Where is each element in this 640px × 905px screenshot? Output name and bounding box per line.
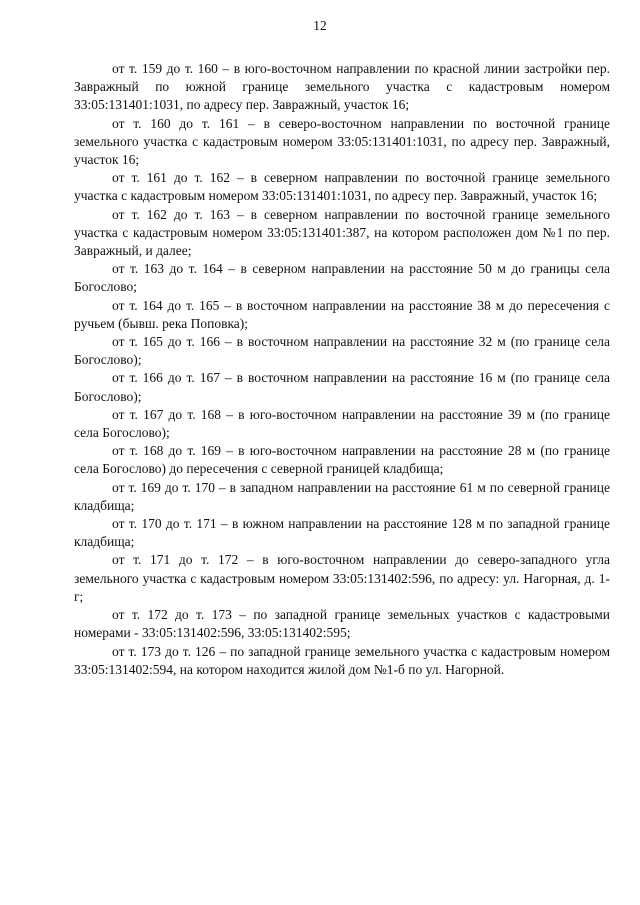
paragraph-segment-170-171: от т. 170 до т. 171 – в южном направлении на расстояние 128 м по западной границе кладбища;	[74, 516, 610, 550]
paragraph-segment-161-162: от т. 161 до т. 162 – в северном направлении по восточной границе земельного участка с кадастровым номером 33:05:131401:1031, по адресу пер. Завражный, участок 16;	[74, 170, 610, 204]
paragraph-segment-167-168: от т. 167 до т. 168 – в юго-восточном направлении на расстояние 39 м (по границе села Богослово);	[74, 406, 610, 441]
document-body	[74, 60, 610, 679]
paragraph-segment-165-166: от т. 165 до т. 166 – в восточном направлении на расстояние 32 м (по границе села Богослово);	[74, 334, 610, 368]
paragraph-segment-169-170: от т. 169 до т. 170 – в западном направлении на расстояние 61 м по северной границе кладбища;	[74, 479, 610, 513]
paragraph-segment-164-165: от т. 164 до т. 165 – в восточном направлении на расстояние 38 м до пересечения с ручьем (бывш. река Поповка);	[74, 297, 610, 331]
paragraph-segment-172-173: от т. 172 до т. 173 – по западной границе земельных участков с кадастровыми номерами - 33:05:131402:596, 33:05:131402:595;	[74, 607, 610, 641]
paragraph-segment-166-167: от т. 166 до т. 167 – в восточном направлении на расстояние 16 м (по границе села Богослово);	[74, 370, 610, 404]
paragraph-segment-163-164: от т. 163 до т. 164 – в северном направлении на расстояние 50 м до границы села Богослово;	[74, 261, 610, 295]
paragraph-segment-160-161: от т. 160 до т. 161 – в северо-восточном направлении по восточной границе земельного участка с кадастровым номером 33:05:131401:1031, по адресу пер. Завражный, участок 16;	[74, 115, 610, 168]
page-number: 12	[313, 18, 327, 33]
paragraph-segment-162-163: от т. 162 до т. 163 – в северном направлении по восточной границе земельного участка с кадастровым номером 33:05:131401:387, на котором расположен дом №1 по пер. Завражный, и далее;	[74, 206, 610, 259]
paragraph-segment-159-160: от т. 159 до т. 160 – в юго-восточном направлении по красной линии застройки пер. Завражный по южной границе земельного участка с кадастровым номером 33:05:131401:1031, по адресу пер. Завражный, участок 16;	[74, 61, 610, 113]
paragraph-segment-173-126: от т. 173 до т. 126 – по западной границе земельного участка с кадастровым номером 33:05:131402:594, на котором находится жилой дом №1-б по ул. Нагорной.	[74, 643, 610, 677]
paragraph-segment-168-169: от т. 168 до т. 169 – в юго-восточном направлении на расстояние 28 м (по границе села Богослово) до пересечения с северной границей кладбища;	[74, 443, 610, 477]
paragraph-segment-171-172: от т. 171 до т. 172 – в юго-восточном направлении до северо-западного угла земельного участка с кадастровым номером 33:05:131402:596, по адресу: ул. Нагорная, д. 1- г;	[74, 552, 610, 604]
